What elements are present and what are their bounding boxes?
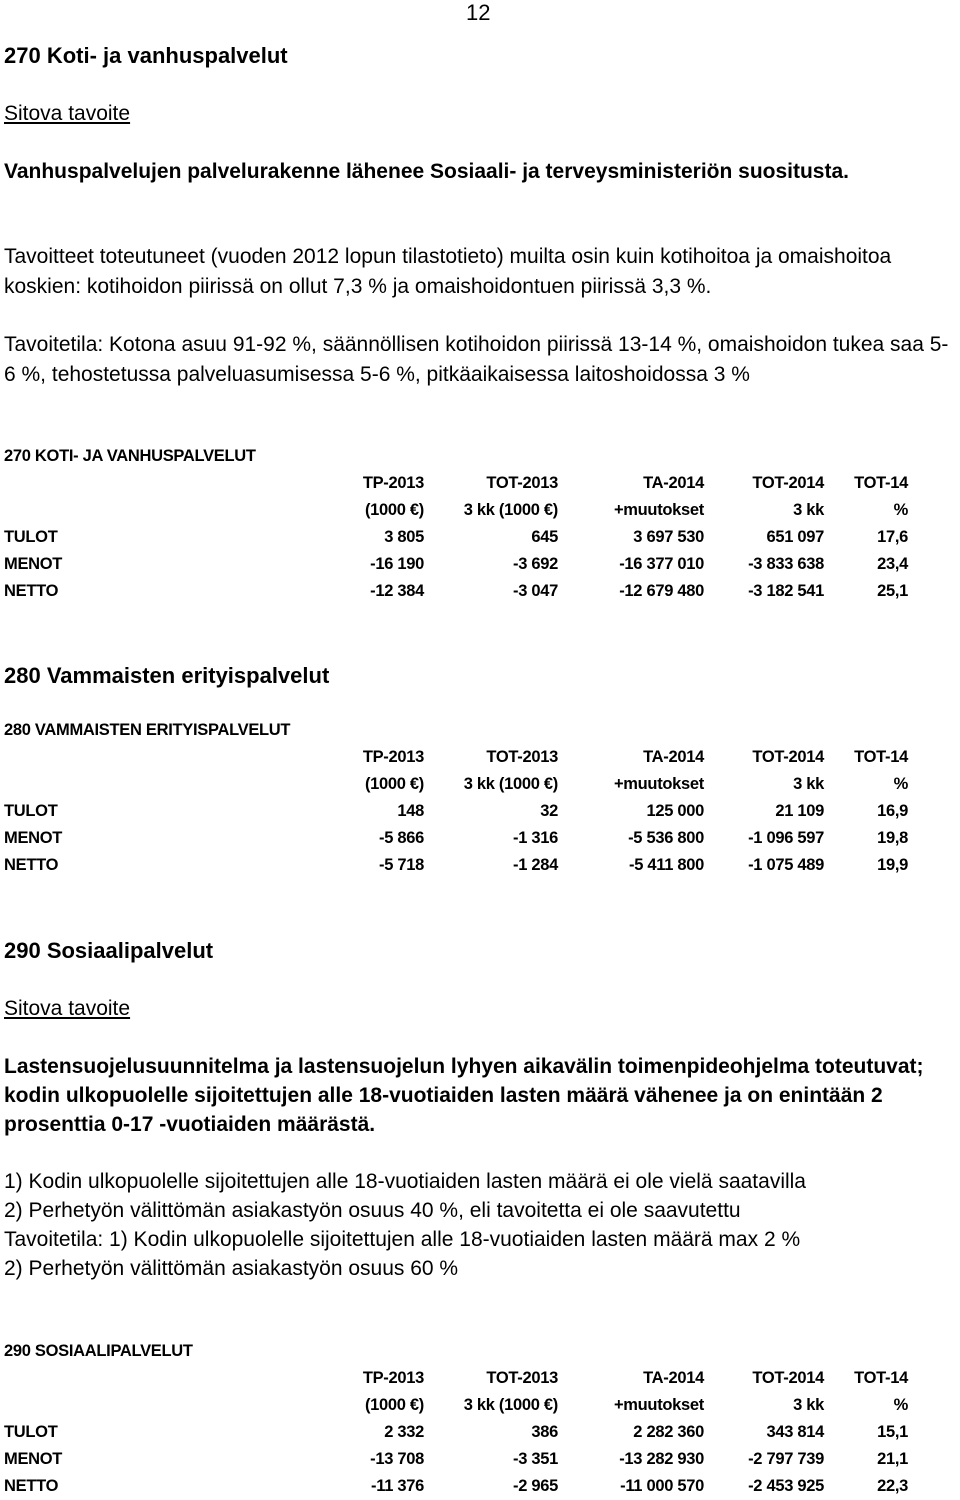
table-cell: -1 284 xyxy=(513,856,558,874)
table-header-cell: (1000 €) xyxy=(364,1396,424,1414)
table-row xyxy=(4,551,908,578)
table-row xyxy=(4,1419,908,1446)
table-header-cell: (1000 €) xyxy=(364,775,424,793)
table-cell: -16 190 xyxy=(370,555,424,573)
table-cell: -3 692 xyxy=(513,555,558,573)
table-row xyxy=(4,524,908,551)
table-header-cell: 3 kk xyxy=(793,1396,824,1414)
section-290-line-2: 2) Perhetyön välittömän asiakastyön osuus 40 %, eli tavoitetta ei ole saavutettu xyxy=(4,1199,741,1222)
table-280-title: 280 VAMMAISTEN ERITYISPALVELUT xyxy=(4,721,291,739)
row-label: TULOT xyxy=(4,802,58,820)
table-cell: -5 411 800 xyxy=(629,856,704,874)
table-header-cell: % xyxy=(893,501,908,519)
table-cell: -2 797 739 xyxy=(748,1450,824,1468)
row-label: NETTO xyxy=(4,856,59,874)
table-header-cell: +muutokset xyxy=(613,501,704,519)
page-number: 12 xyxy=(466,0,491,25)
table-row xyxy=(4,825,908,852)
section-270-goal: Vanhuspalvelujen palvelurakenne lähenee Sosiaali- ja terveysministeriön suositusta. xyxy=(4,160,849,183)
table-cell: 651 097 xyxy=(766,528,824,546)
table-header-cell: 3 kk (1000 €) xyxy=(463,501,558,519)
row-label: TULOT xyxy=(4,528,58,546)
section-290-binding-label: Sitova tavoite xyxy=(4,997,131,1020)
table-cell: 2 282 360 xyxy=(633,1423,704,1441)
table-header-cell: TA-2014 xyxy=(643,1369,704,1387)
table-cell: 22,3 xyxy=(877,1477,908,1495)
section-290-heading: 290 Sosiaalipalvelut xyxy=(4,938,214,963)
table-cell: 17,6 xyxy=(877,528,908,546)
table-cell: 148 xyxy=(397,802,424,820)
table-270-header-row-2 xyxy=(4,497,908,524)
table-cell: -11 376 xyxy=(371,1477,424,1495)
section-290-goal: Lastensuojelusuunnitelma ja lastensuojelun lyhyen aikavälin toimenpideohjelma toteutuvat; kodin ulkopuolelle sijoitettujen alle 18-vuotiaiden lasten määrä vähenee ja on enintään 2 prosenttia 0-17 -vuotiaiden määrästä. xyxy=(4,1055,924,1136)
table-cell: 3 697 530 xyxy=(633,528,704,546)
table-cell: 21 109 xyxy=(775,802,824,820)
table-cell: -2 453 925 xyxy=(748,1477,824,1495)
table-header-cell: (1000 €) xyxy=(364,501,424,519)
table-header-cell: TOT-14 xyxy=(854,1369,908,1387)
section-290-line-3: Tavoitetila: 1) Kodin ulkopuolelle sijoitettujen alle 18-vuotiaiden lasten määrä max 2 % xyxy=(4,1228,801,1251)
table-290-header-row-1 xyxy=(4,1365,908,1392)
table-290 xyxy=(4,1365,908,1500)
table-header-cell: TOT-2014 xyxy=(752,748,824,766)
table-cell: 15,1 xyxy=(877,1423,908,1441)
table-header-cell: TP-2013 xyxy=(362,1369,424,1387)
table-cell: 343 814 xyxy=(766,1423,824,1441)
table-290-title: 290 SOSIAALIPALVELUT xyxy=(4,1342,193,1360)
section-270-binding-label: Sitova tavoite xyxy=(4,102,131,125)
table-cell: -1 096 597 xyxy=(748,829,824,847)
table-cell: -3 351 xyxy=(513,1450,558,1468)
table-header-cell: % xyxy=(893,1396,908,1414)
table-cell: 19,9 xyxy=(877,856,908,874)
table-cell: 2 332 xyxy=(384,1423,424,1441)
table-header-cell: TA-2014 xyxy=(643,748,704,766)
table-header-cell: TOT-14 xyxy=(854,474,908,492)
table-header-cell: TOT-2013 xyxy=(486,474,558,492)
section-290-line-4: 2) Perhetyön välittömän asiakastyön osuus 60 % xyxy=(4,1257,459,1280)
table-290-header-row-2 xyxy=(4,1392,908,1419)
table-cell: -11 000 570 xyxy=(620,1477,704,1495)
table-cell: -2 965 xyxy=(513,1477,558,1495)
table-header-cell: 3 kk xyxy=(793,501,824,519)
row-label: MENOT xyxy=(4,829,63,847)
table-cell: 3 805 xyxy=(384,528,424,546)
table-cell: 25,1 xyxy=(877,582,908,600)
table-cell: 21,1 xyxy=(877,1450,908,1468)
table-cell: 16,9 xyxy=(877,802,908,820)
table-header-cell: +muutokset xyxy=(613,775,704,793)
table-cell: -5 866 xyxy=(379,829,424,847)
table-header-cell: +muutokset xyxy=(613,1396,704,1414)
table-header-cell: TP-2013 xyxy=(362,474,424,492)
table-cell: 386 xyxy=(531,1423,558,1441)
table-cell: -5 718 xyxy=(379,856,424,874)
table-header-cell: 3 kk (1000 €) xyxy=(463,775,558,793)
table-cell: 645 xyxy=(531,528,558,546)
table-280-header-row-1 xyxy=(4,744,908,771)
table-header-cell: TA-2014 xyxy=(643,474,704,492)
table-header-cell: TOT-2014 xyxy=(752,1369,824,1387)
table-280 xyxy=(4,744,908,879)
row-label: TULOT xyxy=(4,1423,58,1441)
table-cell: -1 316 xyxy=(513,829,558,847)
table-cell: -3 047 xyxy=(513,582,558,600)
table-cell: 125 000 xyxy=(646,802,704,820)
section-270-text-2: Tavoitetila: Kotona asuu 91-92 %, säännöllisen kotihoidon piirissä 13-14 %, omaishoidon tukea saa 5-6 %, tehostetussa palveluasumisessa 5-6 %, pitkäaikaisessa laitoshoidossa 3 % xyxy=(4,333,949,386)
section-290-line-1: 1) Kodin ulkopuolelle sijoitettujen alle 18-vuotiaiden lasten määrä ei ole vielä saatavilla xyxy=(4,1170,806,1193)
table-row xyxy=(4,798,908,825)
table-cell: -12 679 480 xyxy=(619,582,704,600)
table-header-cell: TOT-2013 xyxy=(486,1369,558,1387)
table-row xyxy=(4,1446,908,1473)
table-row xyxy=(4,852,908,879)
section-270-heading: 270 Koti- ja vanhuspalvelut xyxy=(4,43,288,68)
table-cell: -5 536 800 xyxy=(628,829,704,847)
table-270-header-row-1 xyxy=(4,470,908,497)
table-270-title: 270 KOTI- JA VANHUSPALVELUT xyxy=(4,447,256,465)
table-280-header-row-2 xyxy=(4,771,908,798)
row-label: NETTO xyxy=(4,1477,59,1495)
table-header-cell: TOT-14 xyxy=(854,748,908,766)
table-cell: 19,8 xyxy=(877,829,908,847)
section-280-heading: 280 Vammaisten erityispalvelut xyxy=(4,663,330,688)
table-cell: -16 377 010 xyxy=(619,555,704,573)
table-header-cell: TOT-2013 xyxy=(486,748,558,766)
table-cell: 32 xyxy=(540,802,558,820)
table-cell: -13 282 930 xyxy=(619,1450,704,1468)
table-cell: -3 182 541 xyxy=(748,582,824,600)
table-row xyxy=(4,578,908,605)
table-cell: 23,4 xyxy=(877,555,908,573)
table-270 xyxy=(4,470,908,605)
section-270-text-1: Tavoitteet toteutuneet (vuoden 2012 lopun tilastotieto) muilta osin kuin kotihoitoa ja omaishoitoa koskien: kotihoidon piirissä on ollut 7,3 % ja omaishoidontuen piirissä 3,3 %. xyxy=(4,245,892,298)
table-header-cell: % xyxy=(893,775,908,793)
table-cell: -1 075 489 xyxy=(748,856,824,874)
table-header-cell: 3 kk (1000 €) xyxy=(463,1396,558,1414)
table-cell: -13 708 xyxy=(370,1450,424,1468)
table-cell: -3 833 638 xyxy=(748,555,824,573)
table-header-cell: 3 kk xyxy=(793,775,824,793)
row-label: MENOT xyxy=(4,555,63,573)
row-label: MENOT xyxy=(4,1450,63,1468)
table-header-cell: TOT-2014 xyxy=(752,474,824,492)
row-label: NETTO xyxy=(4,582,59,600)
table-cell: -12 384 xyxy=(370,582,424,600)
table-header-cell: TP-2013 xyxy=(362,748,424,766)
